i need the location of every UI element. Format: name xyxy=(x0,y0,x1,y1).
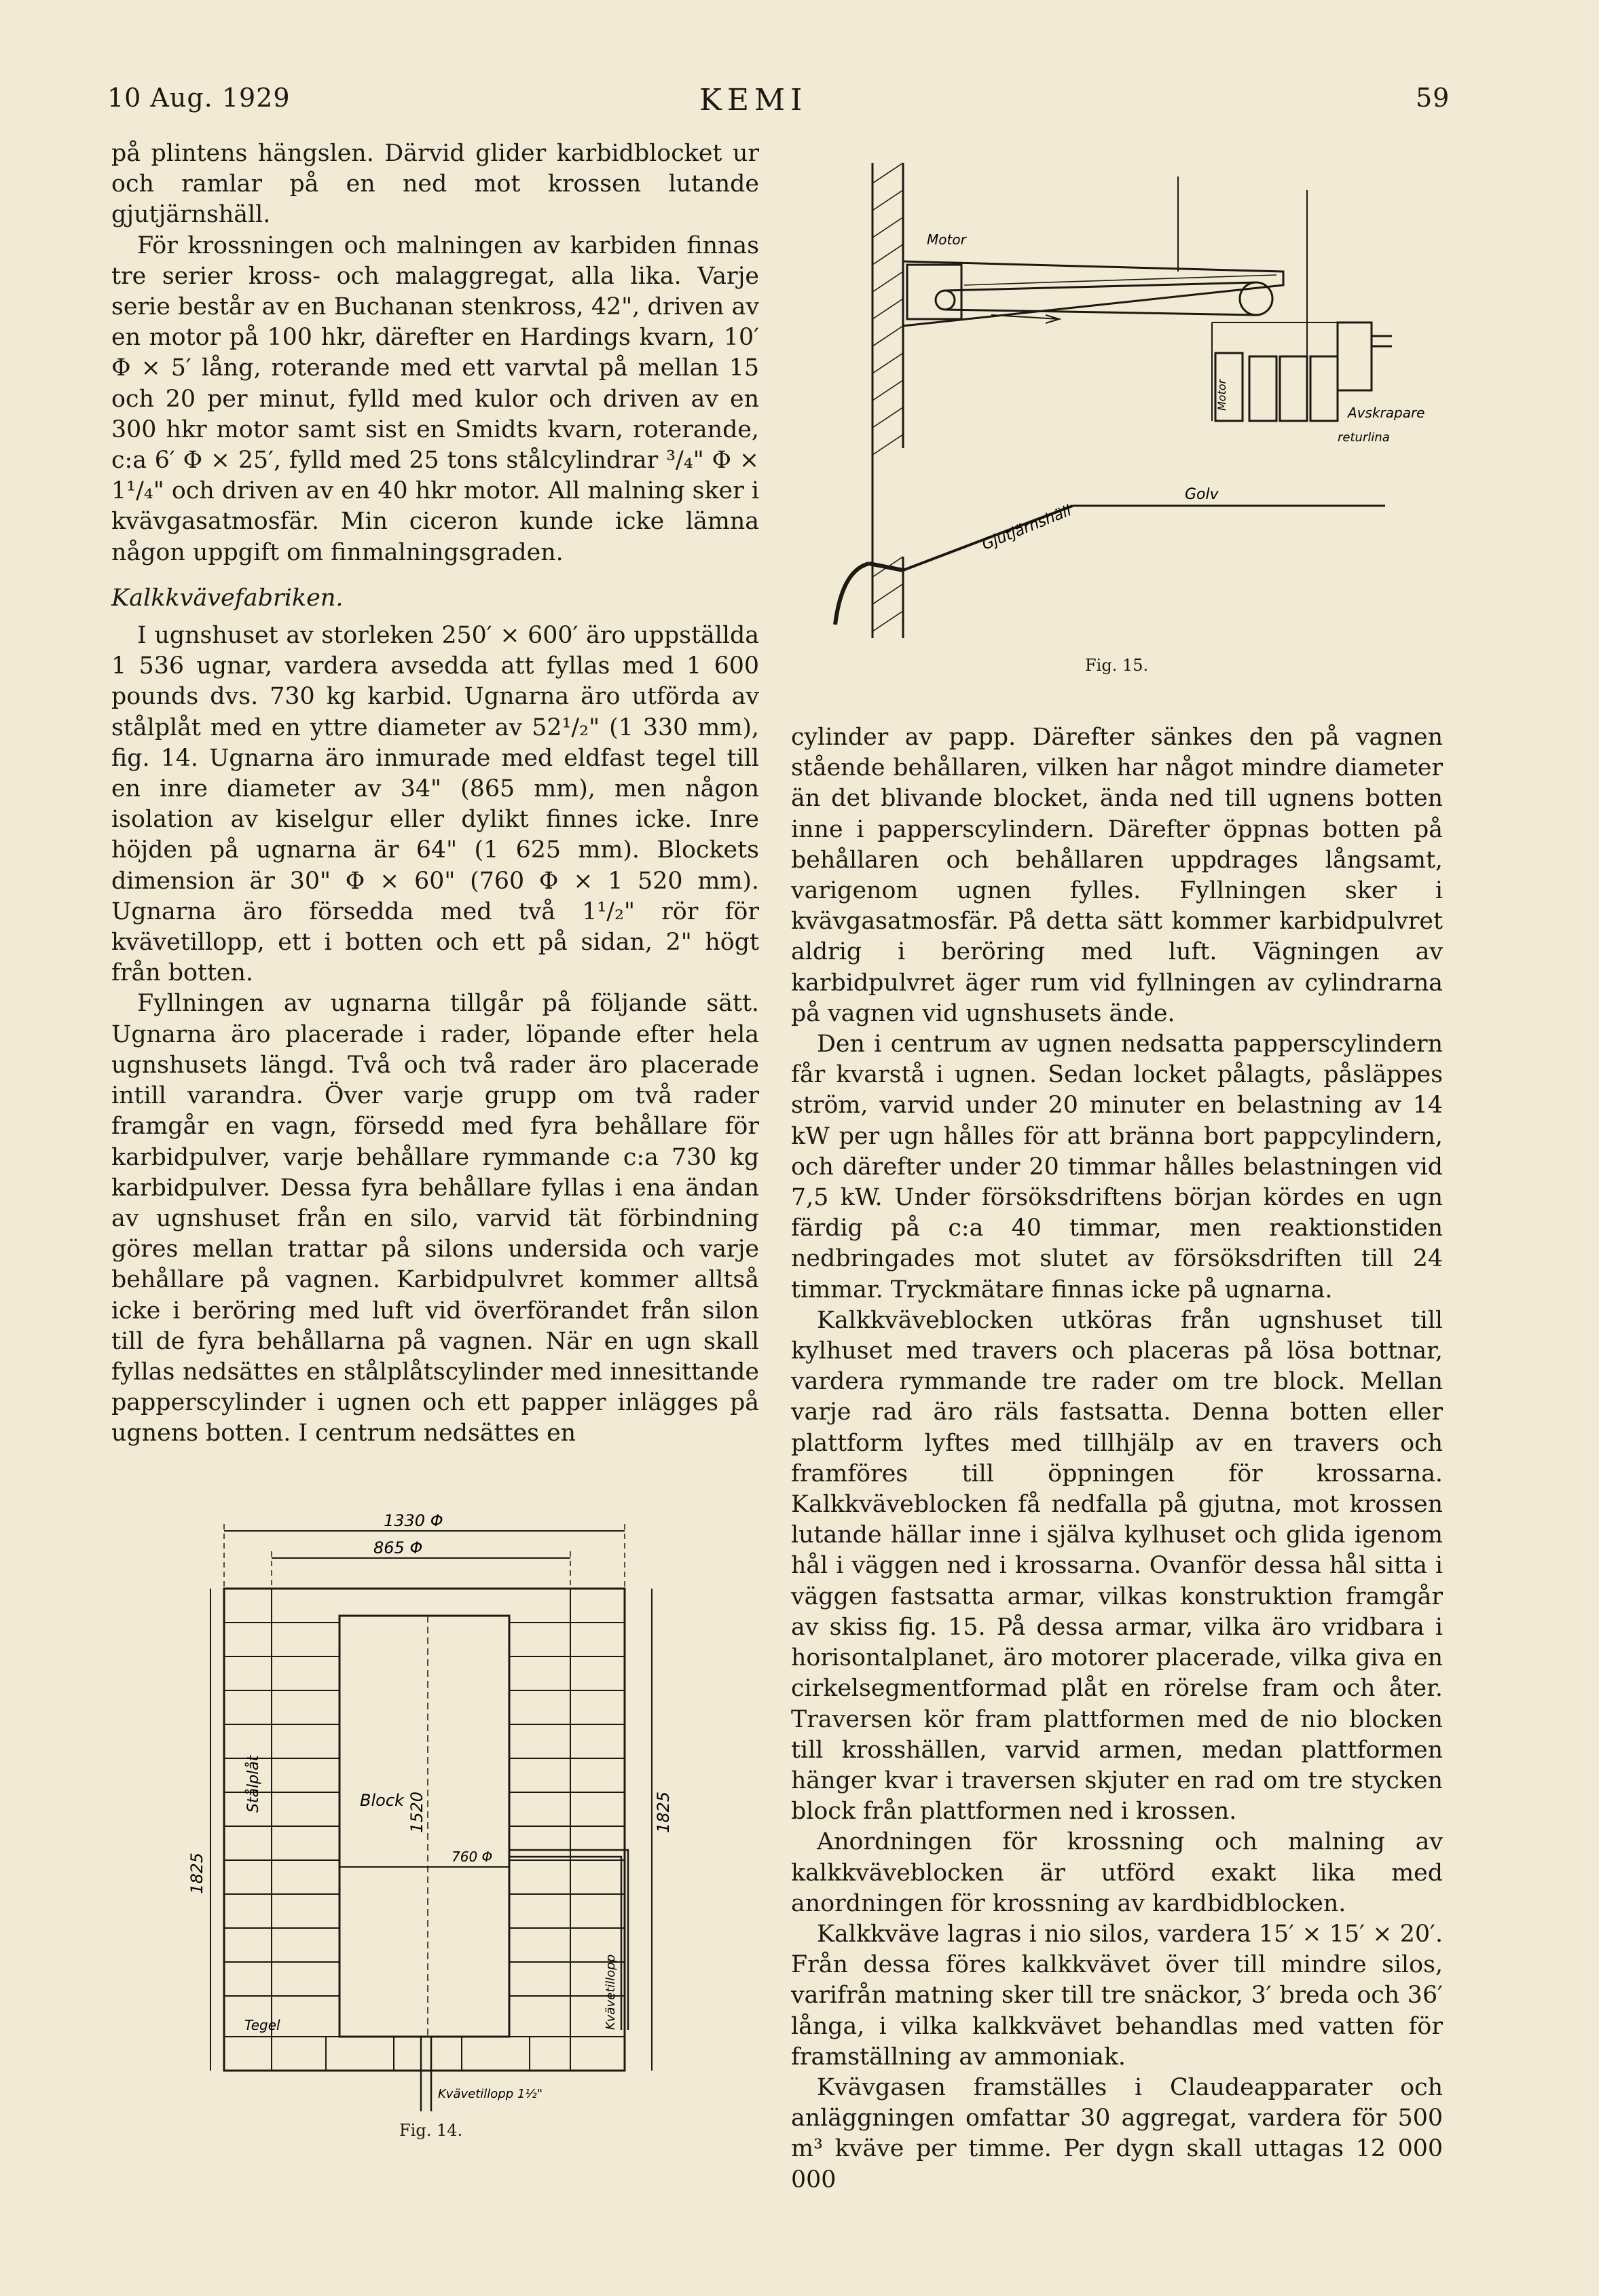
label-returlina: returlina xyxy=(1338,430,1390,445)
right-column xyxy=(791,722,1443,2196)
label-block-height: 1520 xyxy=(407,1791,426,1833)
figure-15-caption: Fig. 15. xyxy=(1085,656,1149,675)
paragraph: cylinder av papp. Därefter sänkes den på vagnen stående behållaren, vilken har något mindre diameter än det blivande blocket, ända ned till ugnens botten inne i papperscylindern. Därefter öppnas botten på behållaren och behållaren uppdrages långsamt, varigenom ugnen fylles. Fyllningen sker i kvävgasatmosfär. På detta sätt kommer karbidpulvret aldrig i beröring med luft. Vägningen av karbidpulvret äger rum vid fyllningen av cylindrarna på vagnen vid ugnshusets ände. xyxy=(791,724,1443,1027)
label-golv: Golv xyxy=(1185,486,1219,503)
label-stalplat: Stålplåt xyxy=(245,1755,262,1813)
paragraph: Kvävgasen framställes i Claudeapparater och anläggningen omfattar 30 aggregat, vardera för 500 m³ kväve per timme. Per dygn skall uttagas 12 000 000 xyxy=(791,2073,1443,2193)
label-gjutjarnshall: Gjutjärnshäll xyxy=(979,502,1074,554)
paragraph: på plintens hängslen. Därvid glider karbidblocket ur och ramlar på en ned mot krossen lutande gjutjärnshäll. xyxy=(111,140,759,229)
header-page-number: 59 xyxy=(1416,83,1450,113)
bottom-inlet-pipe xyxy=(421,2037,431,2111)
label-motor-side: Motor xyxy=(1215,379,1228,411)
figure-14-caption: Fig. 14. xyxy=(399,2121,463,2140)
motor-pulley xyxy=(936,291,955,310)
paragraph: Den i centrum av ugnen nedsatta papperscylindern får kvarstå i ugnen. Sedan locket pålagts, påsläppes ström, varvid under 20 minuter en belastning av 14 kW per ugn hålles för att bränna bort pappcylindern, och därefter under 20 timmar hålles belastningen vid 7,5 kW. Under försöksdriftens början kördes en ugn färdig på c:a 40 timmar, men reaktionstiden nedbringades mot slutet av försöksdriften till 24 timmar. Tryckmätare finnas icke på ugnarna. xyxy=(791,1031,1443,1303)
label-kvavetillopp-side: Kvävetillopp xyxy=(604,1954,618,2030)
paragraph: Anordningen för krossning och malning av kalkkväveblocken är utförd exakt lika med anordningen för krossning av kardbidblocken. xyxy=(791,1828,1443,1917)
label-dim-block-width: 760 Φ xyxy=(452,1849,493,1865)
paragraph: Fyllningen av ugnarna tillgår på följande sätt. Ugnarna äro placerade i rader, löpande efter hela ugnshusets längd. Två och två rader äro placerade intill varandra. Över varje grupp om två rader framgår en vagn, försedd med fyra behållare för karbidpulver, varje behållare rymmande c:a 730 kg karbidpulver. Dessa fyra behållare fyllas i ena ändan av ugnshuset från en silo, varvid tät förbindning göres mellan trattar på silons undersida och varje behållare på vagnen. Karbidpulvret kommer alltså icke i beröring med luft vid överförandet från silon till de fyra behållarna på vagnen. När en ugn skall fyllas nedsättes en stålplåtscylinder med innesittande papperscylinder i ugnen och ett papper inlägges på ugnens botten. I centrum nedsättes en xyxy=(111,990,759,1447)
label-dim-outer: 1330 Φ xyxy=(384,1511,443,1530)
header-date: 10 Aug. 1929 xyxy=(107,83,291,113)
figure-15 xyxy=(788,149,1439,652)
label-block: Block xyxy=(360,1791,404,1810)
chute-lip xyxy=(835,563,869,625)
section-heading: Kalkkvävefabriken. xyxy=(111,584,344,612)
left-column xyxy=(111,138,759,1449)
label-height-right: 1825 xyxy=(654,1791,673,1833)
label-kvavetillopp-bottom: Kvävetillopp 1½" xyxy=(438,2087,543,2101)
label-motor: Motor xyxy=(927,232,966,248)
paragraph: I ugnshuset av storleken 250′ × 600′ äro uppställda 1 536 ugnar, vardera avsedda att fyllas med 1 600 pounds dvs. 730 kg karbid. Ugnarna äro utförda av stålplåt med en yttre diameter av 52¹/₂" (1 330 mm), fig. 14. Ugnarna äro inmurade med eldfast tegel till en inre diameter av 34" (865 mm), men någon isolation av kiselgur eller dylikt finnes icke. Inre höjden på ugnarna är 64" (1 625 mm). Blockets dimension är 30" Φ × 60" (760 Φ × 1 520 mm). Ugnarna äro försedda med två 1¹/₂" rör för kvävetillopp, ett i botten och ett på sidan, 2" högt från botten. xyxy=(111,622,759,987)
arm-outline xyxy=(903,261,1283,326)
scraper-housing xyxy=(1338,322,1372,390)
label-tegel: Tegel xyxy=(244,2017,280,2033)
paragraph: Kalkkväve lagras i nio silos, vardera 15′ × 15′ × 20′. Från dessa föres kalkkvävet över till mindre silos, varifrån matning sker till tre snäckor, 3′ breda och 36′ långa, i vilka kalkkvävet behandlas med vatten för framställning av ammoniak. xyxy=(791,1920,1443,2071)
figure-14 xyxy=(187,1511,679,2118)
header-journal-title: KEMI xyxy=(699,83,808,117)
paragraph: För krossningen och malningen av karbiden finnas tre serier kross- och malaggregat, alla lika. Varje serie består av en Buchanan stenkross, 42", driven av en motor på 100 hkr, därefter en Hardings kvarn, 10′ Φ × 5′ lång, roterande med ett varvtal på mellan 15 och 20 per minut, fylld med kulor och driven av en 300 hkr motor samt sist en Smidts kvarn, roterande, c:a 6′ Φ × 25′, fylld med 25 tons stålcylindrar ³/₄" Φ × 1¹/₄" och driven av en 40 hkr motor. All malning sker i kvävgasatmosfär. Min ciceron kunde icke lämna någon uppgift om finmalningsgraden. xyxy=(111,232,759,566)
label-height-left: 1825 xyxy=(187,1852,206,1894)
label-avskrapare: Avskrapare xyxy=(1348,405,1425,421)
figure-15-drawing xyxy=(788,149,1439,652)
motor-housing xyxy=(907,265,961,319)
paragraph: Kalkkväveblocken utköras från ugnshuset till kylhuset med travers och placeras på lösa bottnar, vardera rymmande tre rader om tre block. Mellan varje rad äro räls fastsatta. Denna botten eller plattform lyftes med tillhjälp av en travers och framföres till öppningen för krossarna. Kalkkväveblocken få nedfalla på gjutna, mot krossen lutande hällar inne i själva kylhuset och glida igenom hål i väggen ned i krossarna. Ovanför dessa hål sitta i väggen fastsatta armar, vilkas konstruktion framgår av skiss fig. 15. På dessa armar, vilka äro vridbara i horisontalplanet, äro motorer placerade, vilka giva en cirkelsegmentformad plåt en rörelse fram och åter. Traversen kör fram plattformen med de nio blocken till krosshällen, varvid armen, medan plattformen hänger kvar i traversen skjuter en rad om tre stycken block från plattformen ned i krossen. xyxy=(791,1306,1443,1826)
label-dim-inner: 865 Φ xyxy=(373,1538,423,1557)
figure-14-drawing xyxy=(187,1511,679,2118)
